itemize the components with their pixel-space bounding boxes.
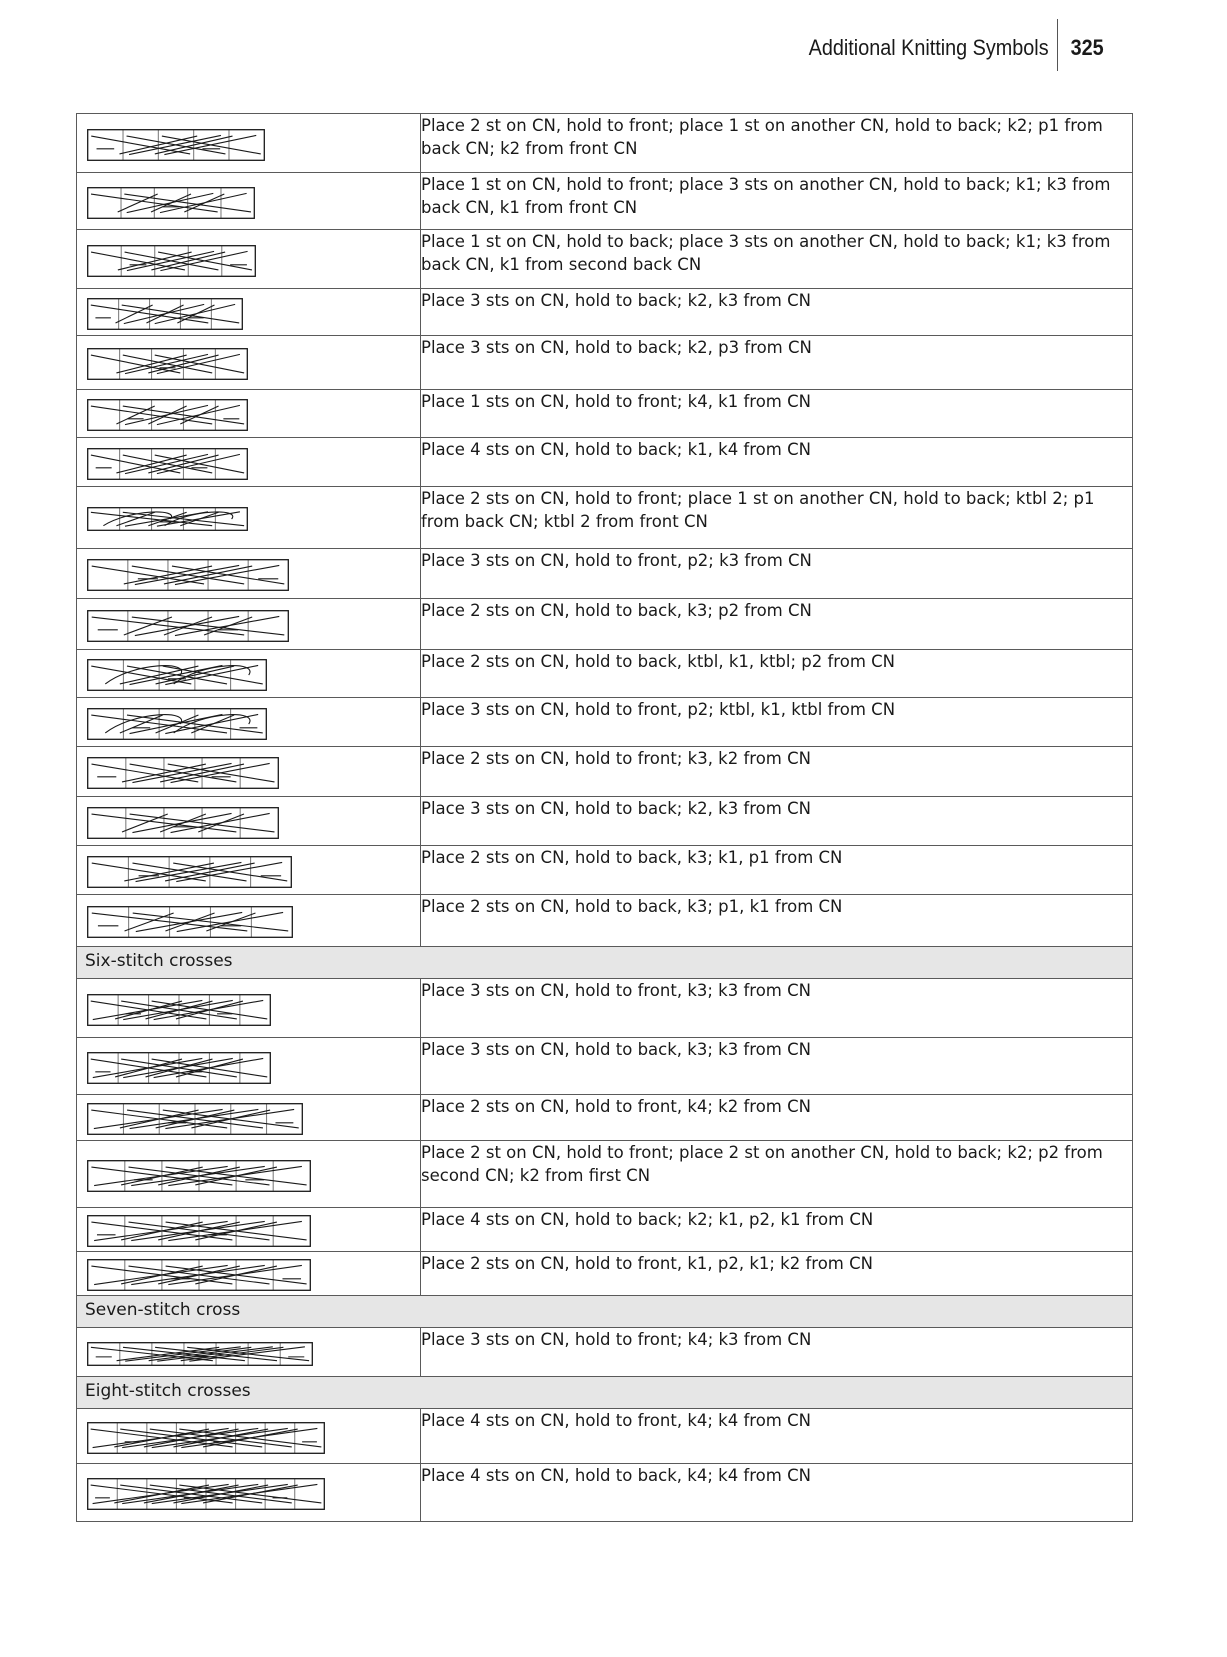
cable-cross-6-icon xyxy=(87,1052,271,1084)
table-row xyxy=(77,846,1133,895)
cable-cross-6-icon xyxy=(87,1160,311,1192)
table-row xyxy=(77,114,1133,173)
table-row xyxy=(77,1038,1133,1095)
cable-cross-6-icon xyxy=(87,1259,311,1291)
cable-cross-5-icon xyxy=(87,807,279,839)
twisted-cable-cross-5-icon xyxy=(87,507,248,531)
table-row xyxy=(77,1409,1133,1464)
table-row xyxy=(77,599,1133,650)
symbol-cell xyxy=(77,114,421,173)
section-row xyxy=(77,1377,1133,1409)
instruction-text: Place 3 sts on CN, hold to back; k2, k3 from CN xyxy=(421,797,1133,846)
section-row xyxy=(77,947,1133,979)
table-row xyxy=(77,747,1133,797)
instruction-text: Place 3 sts on CN, hold to front, k3; k3 from CN xyxy=(421,979,1133,1038)
instruction-text: Place 2 sts on CN, hold to back, k3; p2 from CN xyxy=(421,599,1133,650)
cable-cross-5-icon xyxy=(87,906,293,938)
symbol-cell xyxy=(77,846,421,895)
symbol-cell xyxy=(77,336,421,390)
section-heading: Eight-stitch crosses xyxy=(77,1377,1133,1409)
symbol-cell xyxy=(77,230,421,289)
table-row xyxy=(77,1095,1133,1141)
table-row xyxy=(77,979,1133,1038)
cable-cross-5-icon xyxy=(87,757,279,789)
table-row xyxy=(77,1328,1133,1377)
table-row xyxy=(77,336,1133,390)
instruction-text: Place 4 sts on CN, hold to back; k2; k1, p2, k1 from CN xyxy=(421,1208,1133,1252)
symbol-cell xyxy=(77,1208,421,1252)
table-row xyxy=(77,1464,1133,1522)
table-row xyxy=(77,797,1133,846)
instruction-text: Place 1 st on CN, hold to back; place 3 sts on another CN, hold to back; k1; k3 from back CN, k1 from second back CN xyxy=(421,230,1133,289)
symbol-cell xyxy=(77,487,421,549)
cable-cross-5-icon xyxy=(87,399,248,431)
cable-cross-6-icon xyxy=(87,1215,311,1247)
instruction-text: Place 4 sts on CN, hold to back; k1, k4 from CN xyxy=(421,438,1133,487)
cable-cross-5-icon xyxy=(87,298,243,330)
instruction-text: Place 2 sts on CN, hold to back, k3; k1, p1 from CN xyxy=(421,846,1133,895)
table-row xyxy=(77,1141,1133,1208)
symbol-cell xyxy=(77,549,421,599)
table-row xyxy=(77,390,1133,438)
table-row xyxy=(77,549,1133,599)
instruction-text: Place 4 sts on CN, hold to back, k4; k4 from CN xyxy=(421,1464,1133,1522)
instruction-text: Place 2 sts on CN, hold to back, ktbl, k1, ktbl; p2 from CN xyxy=(421,650,1133,698)
cable-cross-6-icon xyxy=(87,994,271,1026)
symbol-cell xyxy=(77,1252,421,1296)
instruction-text: Place 2 sts on CN, hold to back, k3; p1, k1 from CN xyxy=(421,895,1133,947)
symbol-cell xyxy=(77,747,421,797)
table-row xyxy=(77,230,1133,289)
cable-cross-8-icon xyxy=(87,1422,325,1454)
twisted-cable-cross-5-icon xyxy=(87,708,267,740)
section-heading: Six-stitch crosses xyxy=(77,947,1133,979)
cable-cross-5-icon xyxy=(87,559,289,591)
instruction-text: Place 3 sts on CN, hold to back; k2, k3 from CN xyxy=(421,289,1133,336)
table-row xyxy=(77,650,1133,698)
instruction-text: Place 3 sts on CN, hold to front, p2; k3 from CN xyxy=(421,549,1133,599)
cable-cross-6-icon xyxy=(87,1103,303,1135)
cable-cross-5-icon xyxy=(87,856,292,888)
section-heading: Seven-stitch cross xyxy=(77,1296,1133,1328)
symbol-cell xyxy=(77,650,421,698)
symbol-cell xyxy=(77,289,421,336)
table-row xyxy=(77,1208,1133,1252)
instruction-text: Place 2 st on CN, hold to front; place 2 st on another CN, hold to back; k2; p2 from second CN; k2 from first CN xyxy=(421,1141,1133,1208)
page-number: 325 xyxy=(1070,35,1104,60)
table-row xyxy=(77,895,1133,947)
instruction-text: Place 2 st on CN, hold to front; place 1 st on another CN, hold to back; k2; p1 from back CN; k2 from front CN xyxy=(421,114,1133,173)
cable-cross-7-icon xyxy=(87,1342,313,1366)
running-header xyxy=(781,22,1109,74)
instruction-text: Place 1 sts on CN, hold to front; k4, k1 from CN xyxy=(421,390,1133,438)
symbol-cell xyxy=(77,1095,421,1141)
cable-cross-5-icon xyxy=(87,129,265,161)
cable-cross-8-icon xyxy=(87,1478,325,1510)
chapter-title: Additional Knitting Symbols xyxy=(808,35,1049,60)
instruction-text: Place 3 sts on CN, hold to front; k4; k3 from CN xyxy=(421,1328,1133,1377)
symbol-cell xyxy=(77,173,421,230)
instruction-text: Place 3 sts on CN, hold to back; k2, p3 from CN xyxy=(421,336,1133,390)
instruction-text: Place 2 sts on CN, hold to front, k1, p2, k1; k2 from CN xyxy=(421,1252,1133,1296)
instruction-text: Place 2 sts on CN, hold to front; place 1 st on another CN, hold to back; ktbl 2; p1 from back CN; ktbl 2 from front CN xyxy=(421,487,1133,549)
instruction-text: Place 2 sts on CN, hold to front, k4; k2 from CN xyxy=(421,1095,1133,1141)
cable-cross-5-icon xyxy=(87,610,289,642)
symbol-cell xyxy=(77,1464,421,1522)
cable-cross-5-icon xyxy=(87,348,248,380)
instruction-text: Place 2 sts on CN, hold to front; k3, k2 from CN xyxy=(421,747,1133,797)
table-row xyxy=(77,173,1133,230)
instruction-text: Place 4 sts on CN, hold to front, k4; k4 from CN xyxy=(421,1409,1133,1464)
instruction-text: Place 3 sts on CN, hold to back, k3; k3 from CN xyxy=(421,1038,1133,1095)
table-row xyxy=(77,487,1133,549)
symbol-cell xyxy=(77,698,421,747)
twisted-cable-cross-5-icon xyxy=(87,659,267,691)
table-row xyxy=(77,289,1133,336)
symbol-cell xyxy=(77,797,421,846)
symbol-cell xyxy=(77,599,421,650)
instruction-text: Place 3 sts on CN, hold to front, p2; ktbl, k1, ktbl from CN xyxy=(421,698,1133,747)
section-row xyxy=(77,1296,1133,1328)
cable-cross-5-icon xyxy=(87,448,248,480)
instruction-text: Place 1 st on CN, hold to front; place 3 sts on another CN, hold to back; k1; k3 from back CN, k1 from front CN xyxy=(421,173,1133,230)
cable-cross-5-icon xyxy=(87,187,255,219)
symbol-cell xyxy=(77,390,421,438)
symbol-cell xyxy=(77,1038,421,1095)
symbol-cell xyxy=(77,1141,421,1208)
symbol-cell xyxy=(77,438,421,487)
table-row xyxy=(77,698,1133,747)
symbol-cell xyxy=(77,1409,421,1464)
table-row xyxy=(77,1252,1133,1296)
table-row xyxy=(77,438,1133,487)
cable-cross-5-icon xyxy=(87,245,256,277)
symbol-cell xyxy=(77,979,421,1038)
symbol-table xyxy=(76,113,1133,1522)
symbol-cell xyxy=(77,1328,421,1377)
symbol-cell xyxy=(77,895,421,947)
